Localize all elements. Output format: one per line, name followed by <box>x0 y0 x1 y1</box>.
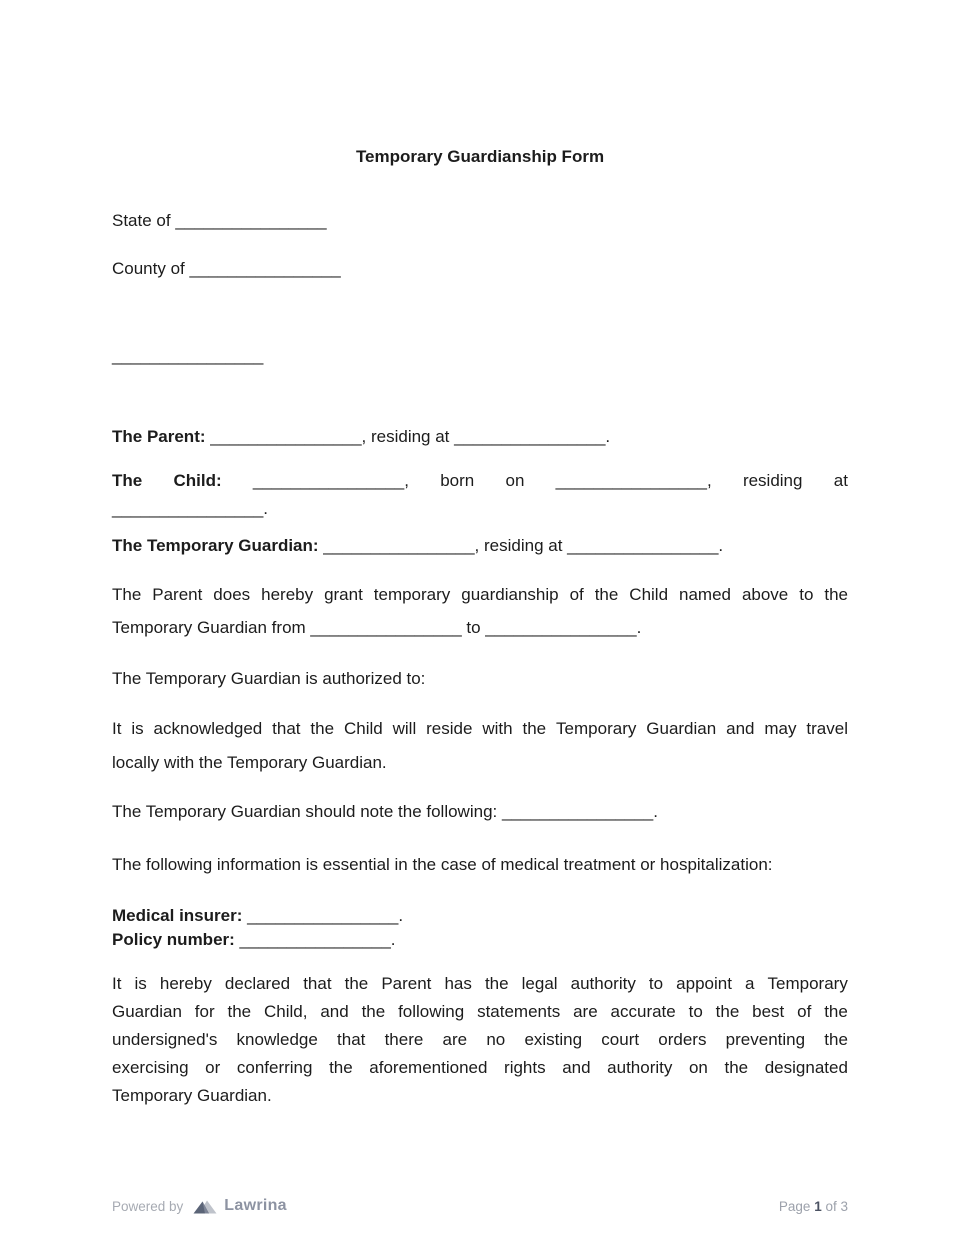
child-line-2: ________________. <box>112 499 268 518</box>
grant-paragraph <box>112 578 848 644</box>
medical-intro-line: The following information is essential in the case of medical treatment or hospitalization: <box>112 855 773 874</box>
parent-line <box>112 423 848 451</box>
page-footer <box>112 1194 848 1218</box>
temporary-guardian-line <box>112 532 848 560</box>
page-label: Page <box>778 1198 811 1214</box>
lawrina-mountain-icon <box>193 1198 217 1214</box>
policy-number-line <box>112 928 848 952</box>
child-paragraph <box>112 467 848 523</box>
declaration-line-1: It is hereby declared that the Parent has the legal authority to appoint a Temporary <box>112 974 848 993</box>
page-indicator <box>779 1199 848 1214</box>
temporary-guardian-label: The Temporary Guardian: <box>112 536 319 555</box>
page-total: of 3 <box>825 1198 848 1214</box>
should-note-line: The Temporary Guardian should note the following: ________________. <box>112 802 658 821</box>
declaration-line-4: exercising or conferring the aforementioned rights and authority on the designated <box>112 1058 848 1077</box>
acknowledged-line-2: locally with the Temporary Guardian. <box>112 753 387 772</box>
powered-by-text: Powered by <box>112 1198 184 1214</box>
declaration-paragraph <box>112 970 848 1110</box>
medical-block <box>112 904 848 952</box>
state-of-line: State of ________________ <box>112 211 327 230</box>
grant-line-1: The Parent does hereby grant temporary guardianship of the Child named above to the <box>112 585 848 604</box>
grant-line-2: Temporary Guardian from ________________ to ________________. <box>112 618 642 637</box>
acknowledged-line-1: It is acknowledged that the Child will reside with the Temporary Guardian and may travel <box>112 719 848 738</box>
child-line-1: The Child: ________________, born on ________________, residing at <box>112 471 848 490</box>
medical-insurer-blank: ________________. <box>242 906 404 925</box>
policy-number-label: Policy number: <box>112 930 235 949</box>
authorized-line: The Temporary Guardian is authorized to: <box>112 669 426 688</box>
lawrina-wordmark: Lawrina <box>224 1197 287 1214</box>
declaration-line-3: undersigned's knowledge that there are no existing court orders preventing the <box>112 1030 848 1049</box>
powered-by-lawrina-link[interactable] <box>112 1197 287 1215</box>
county-of-line: County of ________________ <box>112 259 341 278</box>
medical-insurer-label: Medical insurer: <box>112 906 243 925</box>
medical-insurer-line <box>112 904 848 928</box>
date-blank-line: ________________ <box>112 346 264 365</box>
parent-blanks: ________________, residing at ________________. <box>205 427 611 446</box>
declaration-line-2: Guardian for the Child, and the following statements are accurate to the best of the <box>112 1002 848 1021</box>
document-title: Temporary Guardianship Form <box>355 147 605 166</box>
acknowledged-paragraph <box>112 712 848 780</box>
declaration-line-5: Temporary Guardian. <box>112 1086 272 1105</box>
page-current: 1 <box>814 1198 822 1214</box>
temporary-guardian-blanks: ________________, residing at ________________. <box>318 536 724 555</box>
policy-number-blank: ________________. <box>234 930 396 949</box>
parent-label: The Parent: <box>112 427 206 446</box>
